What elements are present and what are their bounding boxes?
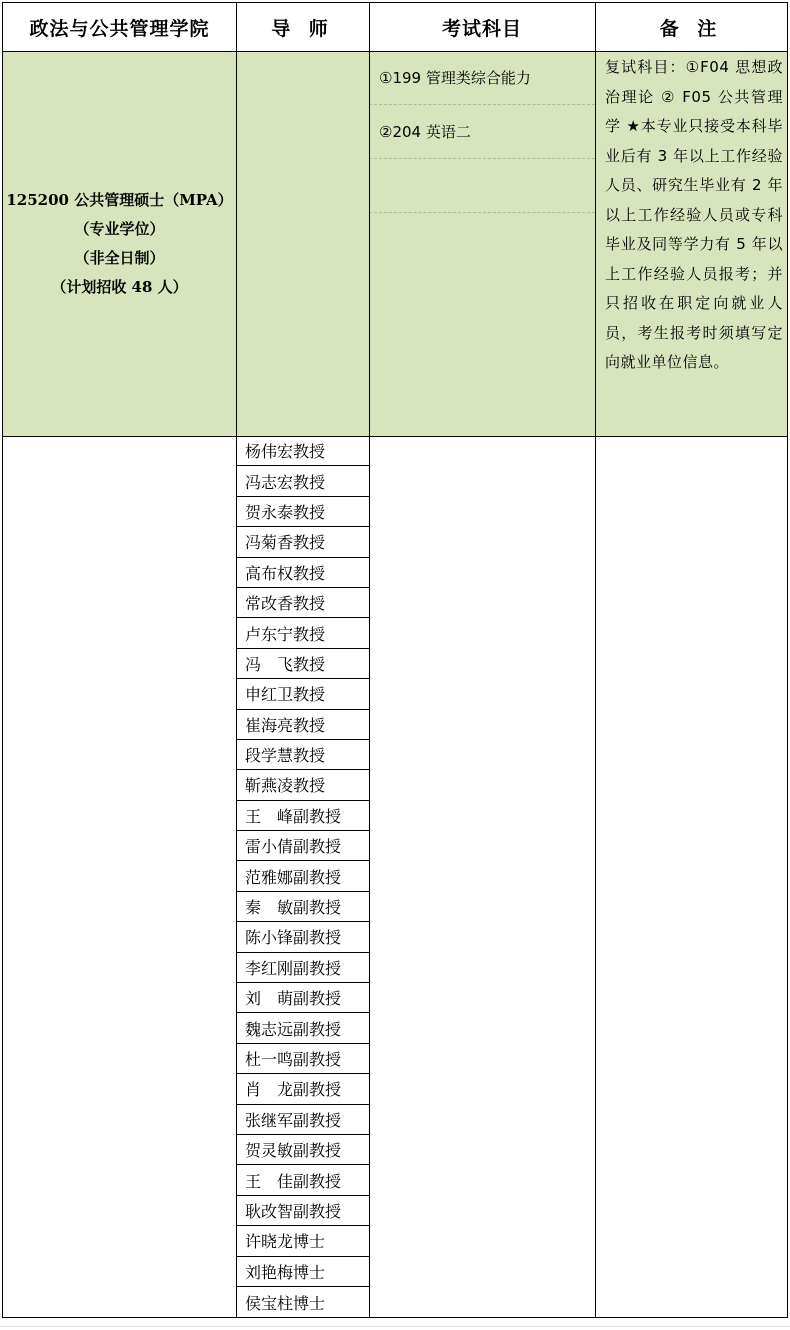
advisor-row: 侯宝柱博士: [245, 1293, 326, 1313]
advisor-row: 贺永泰教授: [236, 497, 369, 527]
advisor-row: 许晓龙博士: [236, 1226, 369, 1256]
advisor-row: 冯 飞教授: [236, 649, 369, 679]
exam-subjects: [369, 51, 595, 436]
advisor-row: 杨伟宏教授: [236, 436, 369, 466]
advisor-list: [236, 436, 369, 1317]
advisor-row: 陈小锋副教授: [236, 922, 369, 952]
advisor-row: 雷小倩副教授: [236, 831, 369, 861]
advisor-row: 贺灵敏副教授: [236, 1135, 369, 1165]
advisor-row: 魏志远副教授: [236, 1013, 369, 1043]
advisor-row: 秦 敏副教授: [236, 892, 369, 922]
program-study-mode: （非全日制）: [74, 248, 165, 267]
header-advisor: 导 师: [271, 17, 334, 40]
advisor-column-blank-top: [236, 51, 369, 436]
column-divider: [595, 3, 596, 1317]
advisor-row: 卢东宁教授: [236, 618, 369, 648]
exam-subject-item: [369, 159, 595, 213]
exam-subject-item: ②204 英语二: [369, 105, 595, 159]
advisor-row: 申红卫教授: [236, 679, 369, 709]
advisor-row: 李红刚副教授: [236, 953, 369, 983]
advisor-row: 范雅娜副教授: [236, 861, 369, 891]
program-enrollment-plan: （计划招收 48 人）: [51, 277, 188, 296]
remarks-text: 复试科目：①F04 思想政治理论 ② F05 公共管理学 ★本专业只接受本科毕业后有 3 年以上工作经验人员、研究生毕业有 2 年以上工作经验人员或专科毕业及同等学力有 5 年以上工作经验人员报考；并只招收在职定向就业人员，考生报考时须填写定向就业单位信息。: [605, 58, 783, 371]
advisor-row: 张继军副教授: [236, 1105, 369, 1135]
header-divider: [3, 51, 787, 52]
advisor-row: 常改香教授: [236, 588, 369, 618]
advisor-row: 耿改智副教授: [236, 1196, 369, 1226]
program-row-divider: [3, 436, 787, 437]
advisor-row: 崔海亮教授: [236, 710, 369, 740]
exam-subject-item: ①199 管理类综合能力: [369, 51, 595, 105]
advisor-row: 刘艳梅博士: [236, 1257, 369, 1287]
advisor-row: 杜一鸣副教授: [236, 1044, 369, 1074]
header-remarks: 备 注: [659, 17, 723, 40]
advisor-row: 冯菊香教授: [236, 527, 369, 557]
advisor-row: 王 峰副教授: [236, 801, 369, 831]
advisor-row: 冯志宏教授: [236, 466, 369, 496]
advisor-row: 刘 萌副教授: [236, 983, 369, 1013]
advisor-row: 靳燕凌教授: [236, 770, 369, 800]
column-divider: [236, 3, 237, 1317]
header-college: 政法与公共管理学院: [29, 17, 210, 40]
advisor-row: 王 佳副教授: [236, 1165, 369, 1195]
column-divider: [369, 3, 370, 1317]
header-subjects: 考试科目: [441, 17, 522, 40]
advisor-row: 高布权教授: [236, 558, 369, 588]
program-table: [2, 2, 788, 1318]
program-name: [3, 51, 236, 436]
page-footer-rule: [0, 1326, 790, 1327]
program-degree-type: （专业学位）: [74, 219, 165, 238]
advisor-row: 肖 龙副教授: [236, 1074, 369, 1104]
program-code-title: 125200 公共管理硕士（MPA）: [6, 190, 233, 209]
advisor-row: 段学慧教授: [236, 740, 369, 770]
